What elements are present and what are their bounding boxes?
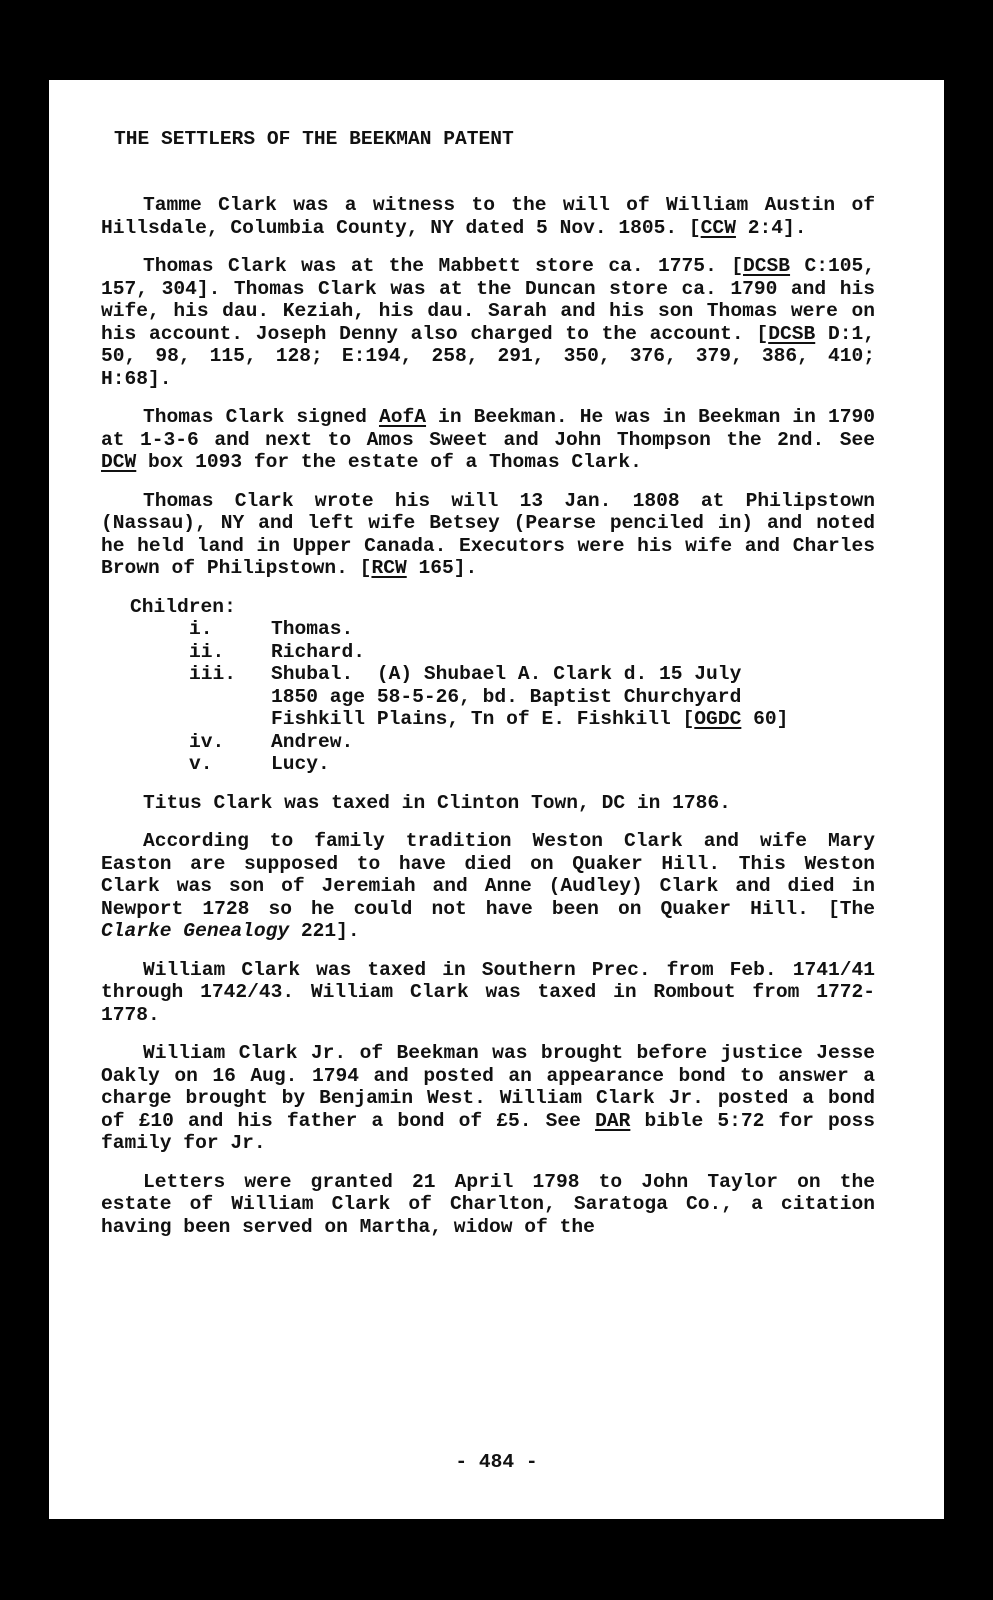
source-abbreviation: OGDC [694,708,742,730]
document-body [101,194,875,1254]
child-text-line [271,708,875,731]
paragraph-william-clark-taxed: William Clark was taxed in Southern Prec. from Feb. 1741/41 through 1742/43. William Clark was taxed in Rombout from 1772-1778. [101,958,875,1026]
text-run: According to family tradition Weston Clark and wife Mary Easton are supposed to have died on Quaker Hill. This Weston Clark was son of Jeremiah and Anne (Audley) Clark and died in Newport 1728 so he could not have been on Quaker Hill. [The [101,830,875,920]
text-run: C:105, 157, 304]. Thomas Clark was at the Duncan store ca. 1790 and his wife, his dau. Keziah, his dau. Sarah and his son Thomas were on his account. Joseph Denny also charged to the account. [ [101,255,876,345]
text-run: 221]. [289,920,360,942]
child-number: ii. [189,640,225,663]
page-number: - 484 - [455,1451,538,1473]
source-abbreviation: DCSB [768,322,816,345]
source-abbreviation: DCSB [743,255,791,277]
paragraph-weston-clark [101,830,875,943]
child-number: iii. [189,663,237,685]
list-item [189,641,875,664]
child-number: i. [189,618,213,640]
text-run: William Clark Jr. of Beekman was brought before justice Jesse Oakly on 16 Aug. 1794 and posted an appearance bond to answer a charge brought by Benjamin West. William Clark Jr. posted a bond of £10 and his father a bond of £5. See [101,1042,875,1132]
source-abbreviation: DAR [595,1109,631,1132]
text-run: 60] [741,708,789,730]
list-item [189,753,875,776]
list-item [189,663,875,731]
text-run: in Beekman. He was in Beekman in 1790 at 1-3-6 and next to Amos Sweet and John Thompson the 2nd. See [101,406,876,451]
child-text: Lucy. [271,753,330,775]
book-title: Clarke Genealogy [101,920,290,942]
list-item [189,731,875,754]
source-abbreviation: AofA [378,406,427,428]
document-page [49,80,944,1519]
paragraph-titus-clark: Titus Clark was taxed in Clinton Town, DC in 1786. [143,791,731,814]
child-text: Thomas. [271,618,354,640]
child-number: iv. [189,730,225,753]
paragraph-william-clark-jr [101,1042,875,1155]
page-header-title: THE SETTLERS OF THE BEEKMAN PATENT [114,128,514,150]
list-item [189,618,875,641]
children-label: Children: [130,595,236,618]
source-abbreviation: DCW [101,451,137,473]
paragraph-thomas-clark-aofa [101,406,875,474]
text-run: 2:4]. [735,216,807,239]
text-run: Thomas Clark signed [143,406,379,428]
paragraph-thomas-clark-stores [101,255,875,390]
source-abbreviation: CCW [700,216,736,239]
text-run: 165]. [406,557,478,579]
text-run: box 1093 for the estate of a Thomas Clark. [136,451,642,473]
children-list [101,596,875,776]
paragraph-tamme-clark [101,194,875,239]
child-text: Richard. [271,640,366,663]
paragraph-letters-granted: Letters were granted 21 April 1798 to John Taylor on the estate of William Clark of Charlton, Saratoga Co., a citation having been served on Martha, widow of the [101,1170,875,1238]
child-number: v. [189,753,213,775]
text-run: bible 5:72 for poss family for Jr. [101,1109,875,1154]
child-text: 1850 age 58-5-26, bd. Baptist Churchyard [271,685,742,708]
text-run: Tamme Clark was a witness to the will of William Austin of Hillsdale, Columbia County, NY dated 5 Nov. 1805. [ [101,194,875,239]
child-text: Andrew. [271,730,354,753]
text-run: Thomas Clark was at the Mabbett store ca. 1775. [ [143,255,743,277]
child-text: Shubal. (A) Shubael A. Clark d. 15 July [271,663,742,685]
text-run: Fishkill Plains, Tn of E. Fishkill [ [271,708,695,730]
text-run: D:1, 50, 98, 115, 128; E:194, 258, 291, 350, 376, 379, 386, 410; H:68]. [101,322,875,390]
source-abbreviation: RCW [371,557,407,579]
paragraph-thomas-clark-will [101,490,875,580]
text-run: Thomas Clark wrote his will 13 Jan. 1808 at Philipstown (Nassau), NY and left wife Betsey (Pearse penciled in) and noted he held land in Upper Canada. Executors were his wife and Charles Brown of Philipstown. [ [101,489,875,579]
